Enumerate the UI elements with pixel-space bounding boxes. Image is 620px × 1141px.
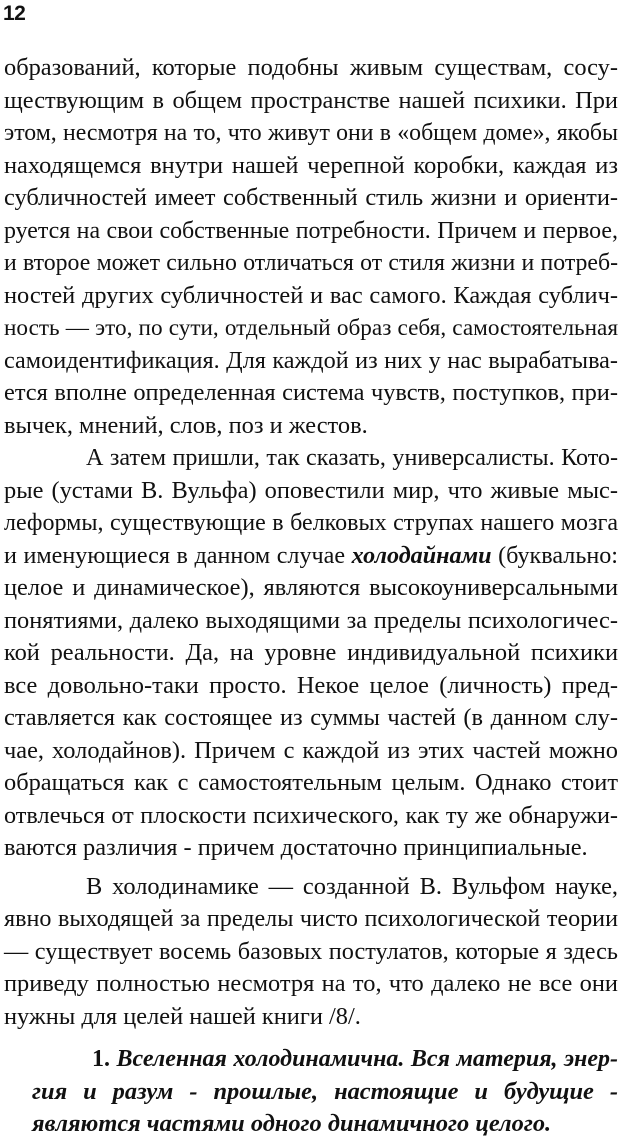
paragraph-holodynamics <box>4 871 618 1034</box>
text-line <box>4 1043 618 1076</box>
page-body <box>4 52 618 1141</box>
text-line: находящемся внутри нашей черепной коробки, каждая из <box>4 151 618 179</box>
text-line: ностей других субличностей и вас самого. Каждая сублич- <box>4 281 618 309</box>
text-line: являются частями одного динамичного целого. <box>32 1110 552 1137</box>
text-line: леформы, существующие в белковых струпах нашего мозга <box>4 510 618 536</box>
text-line: — существует восемь базовых постулатов, которые я здесь <box>4 937 618 965</box>
text-line: В холодинамике — созданной В. Вульфом науке, <box>86 872 618 900</box>
text-line: отвлечься от плоскости психического, как ту же обнаружи- <box>4 801 618 829</box>
text-line: ществующим в общем пространстве нашей психики. При <box>4 86 618 114</box>
text-line: гия и разум - прошлые, настоящие и будущие - <box>32 1077 618 1105</box>
text-line: ется вполне определенная система чувств, поступков, при- <box>4 379 618 406</box>
text-line: обращаться как с самостоятельным целым. Однако стоит <box>4 769 618 796</box>
text-line: все довольно-таки просто. Некое целое (личность) пред- <box>4 671 618 699</box>
text-line: А затем пришли, так сказать, универсалисты. Кото- <box>86 445 618 471</box>
text-line: вычек, мнений, слов, поз и жестов. <box>4 411 368 439</box>
text-fragment: (буквально: <box>491 541 618 569</box>
text-line: чае, холодайнов). Причем с каждой из этих частей можно <box>4 736 618 764</box>
page-number: 12 <box>3 2 26 25</box>
text-line: нужны для целей нашей книги /8/. <box>4 1002 361 1030</box>
text-line: ваются различия - причем достаточно принципиальные. <box>4 834 588 861</box>
text-line <box>4 540 618 573</box>
text-line: ность — это, по сути, отдельный образ себя, самостоятельная <box>4 315 618 341</box>
text-line: ставляется как состоящее из суммы частей (в данном слу- <box>4 704 618 731</box>
text-line: образований, которые подобны живым существам, сосу- <box>4 54 618 81</box>
text-fragment: и именующиеся в данном случае <box>4 541 352 569</box>
text-line: приведу полностью несмотря на то, что далеко не все они <box>4 970 618 997</box>
paragraph-subpersonalities <box>4 52 618 442</box>
text-line: явно выходящей за пределы чисто психологической теории <box>4 906 618 932</box>
paragraph-universalists <box>4 442 618 865</box>
postulate-number: 1. <box>92 1046 110 1072</box>
text-line: этом, несмотря на то, что живут они в «общем доме», якобы <box>4 120 618 146</box>
text-line: понятиями, далеко выходящими за пределы психологичес- <box>4 606 618 634</box>
term-holodynes: холодайнами <box>351 541 492 569</box>
text-line: кой реальности. Да, на уровне индивидуальной психики <box>4 639 618 666</box>
text-line: и второе может сильно отличаться от стиля жизни и потреб- <box>4 250 618 276</box>
text-line: руется на свои собственные потребности. Причем и первое, <box>4 217 618 244</box>
text-line: самоидентификация. Для каждой из них у нас вырабатыва- <box>4 346 618 374</box>
text-fragment: Вселенная холодинамична. Вся материя, энер- <box>116 1046 618 1072</box>
text-line: субличностей имеет собственный стиль жизни и ориенти- <box>4 184 618 211</box>
postulate-1 <box>4 1043 618 1141</box>
text-line: целое и динамическое), являются высокоуниверсальными <box>4 574 618 601</box>
text-line: рые (устами В. Вульфа) оповестили мир, что живые мыс- <box>4 476 618 504</box>
